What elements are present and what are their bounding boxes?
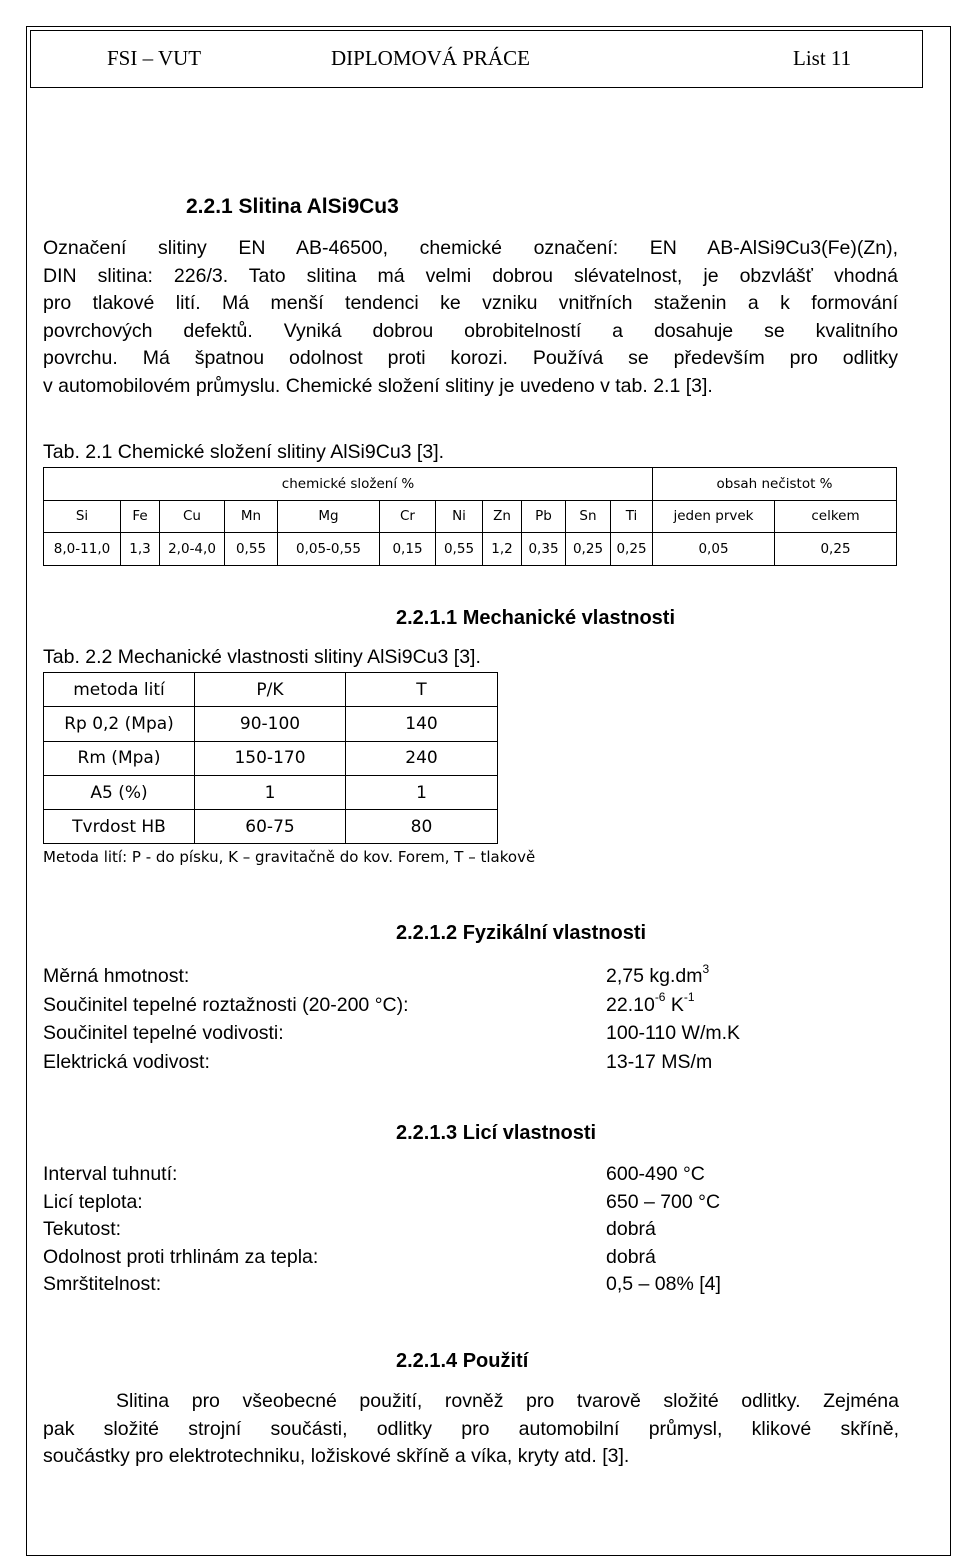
table-row: [44, 468, 897, 501]
table-cell: 0,55: [436, 533, 483, 566]
table-cell: 60-75: [195, 810, 346, 844]
property-label: Tekutost:: [43, 1218, 122, 1240]
chemical-composition-table: [43, 467, 897, 566]
header-thesis-type: DIPLOMOVÁ PRÁCE: [331, 46, 530, 70]
casting-values: [606, 1161, 721, 1299]
density-value: 2,75 kg.dm: [606, 965, 703, 987]
table-row: [44, 533, 897, 566]
table-row: [44, 741, 498, 775]
expansion-exponent: -6: [654, 990, 666, 1004]
col-header: metoda lití: [44, 673, 195, 707]
property-label: Odolnost proti trhlinám za tepla:: [43, 1245, 319, 1268]
table1-caption: Tab. 2.1 Chemické složení slitiny AlSi9Cu3 [3].: [43, 441, 445, 463]
property-value: [606, 962, 740, 991]
paragraph-line: součástky pro elektrotechniku, ložiskové skříně a víka, kryty atd. [3].: [43, 1445, 630, 1467]
property-label: Měrná hmotnost:: [43, 965, 190, 987]
table-row: [44, 707, 498, 741]
table-cell: 1: [346, 775, 498, 809]
density-exponent: 3: [702, 961, 710, 976]
property-value: 650 – 700 °C: [606, 1190, 721, 1213]
table-cell: 0,05: [653, 533, 775, 566]
property-label: Licí teplota:: [43, 1190, 143, 1213]
col-header: celkem: [775, 500, 897, 533]
table-cell: 1,3: [121, 533, 160, 566]
table-cell: A5 (%): [44, 775, 195, 809]
expansion-unit-exponent: -1: [683, 990, 695, 1004]
table-cell: 0,05-0,55: [278, 533, 380, 566]
table-cell: Rm (Mpa): [44, 741, 195, 775]
physical-values: [606, 962, 740, 1076]
col-header: Cr: [380, 500, 436, 533]
casting-labels: [43, 1161, 318, 1299]
property-value: 13-17 MS/m: [606, 1050, 713, 1073]
table-cell: 240: [346, 741, 498, 775]
property-label: Elektrická vodivost:: [43, 1050, 210, 1073]
expansion-unit: K: [665, 993, 684, 1016]
paragraph-line: povrchu. Má špatnou odolnost proti korozi. Používá se především pro odlitky: [43, 347, 898, 370]
property-value: 600-490 °C: [606, 1163, 705, 1185]
paragraph-line: pro tlakové lití. Má menší tendenci ke vzniku vnitřních staženin a k formování: [43, 292, 898, 315]
section-title: 2.2.1 Slitina AlSi9Cu3: [186, 195, 399, 218]
header-faculty: FSI – VUT: [107, 46, 202, 70]
table-cell: 0,25: [775, 533, 897, 566]
physical-title: 2.2.1.2 Fyzikální vlastnosti: [396, 922, 647, 944]
col-header: Cu: [160, 500, 225, 533]
intro-paragraph: [43, 235, 898, 401]
col-header: Pb: [522, 500, 566, 533]
table-cell: 0,35: [522, 533, 566, 566]
table-cell: 2,0-4,0: [160, 533, 225, 566]
col-header: Fe: [121, 500, 160, 533]
col-header: Zn: [483, 500, 522, 533]
col-header: Mg: [278, 500, 380, 533]
header-page-number: List 11: [793, 46, 852, 70]
usage-title: 2.2.1.4 Použití: [396, 1350, 529, 1372]
property-value: dobrá: [606, 1245, 656, 1268]
table-row: [44, 775, 498, 809]
mechanical-properties-table: [43, 672, 498, 844]
property-value: 0,5 – 08% [4]: [606, 1273, 721, 1295]
table-cell: 1,2: [483, 533, 522, 566]
table-cell: Rp 0,2 (Mpa): [44, 707, 195, 741]
col-header: Ni: [436, 500, 483, 533]
table-cell: 140: [346, 707, 498, 741]
table-cell: 0,25: [566, 533, 611, 566]
table-cell: 80: [346, 810, 498, 844]
group-header-composition: chemické složení %: [44, 468, 653, 501]
col-header: P/K: [195, 673, 346, 707]
property-label: Součinitel tepelné roztažnosti (20-200 °C):: [43, 993, 409, 1016]
group-header-impurities: obsah nečistot %: [653, 468, 897, 501]
table2-caption: Tab. 2.2 Mechanické vlastnosti slitiny AlSi9Cu3 [3].: [43, 646, 481, 668]
table-cell: Tvrdost HB: [44, 810, 195, 844]
col-header: Mn: [225, 500, 278, 533]
paragraph-line: DIN slitina: 226/3. Tato slitina má velmi dobrou slévatelnost, je obzvlášť vhodná: [43, 264, 898, 287]
expansion-value: 22.10: [606, 993, 655, 1016]
col-header: Ti: [611, 500, 653, 533]
mechanical-title: 2.2.1.1 Mechanické vlastnosti: [396, 607, 676, 629]
table-cell: 0,15: [380, 533, 436, 566]
property-value: dobrá: [606, 1218, 656, 1240]
table-cell: 90-100: [195, 707, 346, 741]
property-label: Součinitel tepelné vodivosti:: [43, 1022, 284, 1044]
col-header: Sn: [566, 500, 611, 533]
property-label: Interval tuhnutí:: [43, 1163, 178, 1185]
table-cell: 1: [195, 775, 346, 809]
physical-labels: [43, 962, 409, 1076]
usage-paragraph: [43, 1388, 899, 1471]
casting-title: 2.2.1.3 Licí vlastnosti: [396, 1122, 597, 1144]
property-value: [606, 991, 740, 1020]
paragraph-line: pak složité strojní součásti, odlitky pro automobilní průmysl, klikové skříně,: [43, 1417, 899, 1440]
table-cell: 0,25: [611, 533, 653, 566]
table-cell: 8,0-11,0: [44, 533, 121, 566]
table-cell: 150-170: [195, 741, 346, 775]
col-header: jeden prvek: [653, 500, 775, 533]
casting-method-note: Metoda lití: P - do písku, K – gravitačně do kov. Forem, T – tlakově: [43, 848, 536, 866]
col-header: T: [346, 673, 498, 707]
paragraph-line: povrchových defektů. Vyniká dobrou obrobitelností a dosahuje se kvalitního: [43, 319, 898, 342]
table-cell: 0,55: [225, 533, 278, 566]
table-row: [44, 810, 498, 844]
property-label: Smrštitelnost:: [43, 1273, 162, 1295]
paragraph-line: Slitina pro všeobecné použití, rovněž pro tvarově složité odlitky. Zejména: [116, 1390, 899, 1412]
paragraph-line: Označení slitiny EN AB-46500, chemické označení: EN AB-AlSi9Cu3(Fe)(Zn),: [43, 237, 898, 259]
paragraph-line: v automobilovém průmyslu. Chemické složení slitiny je uvedeno v tab. 2.1 [3].: [43, 374, 713, 397]
table-row: [44, 673, 498, 707]
page-header: [30, 30, 923, 88]
property-value: 100-110 W/m.K: [606, 1022, 741, 1044]
table-row: [44, 500, 897, 533]
col-header: Si: [44, 500, 121, 533]
